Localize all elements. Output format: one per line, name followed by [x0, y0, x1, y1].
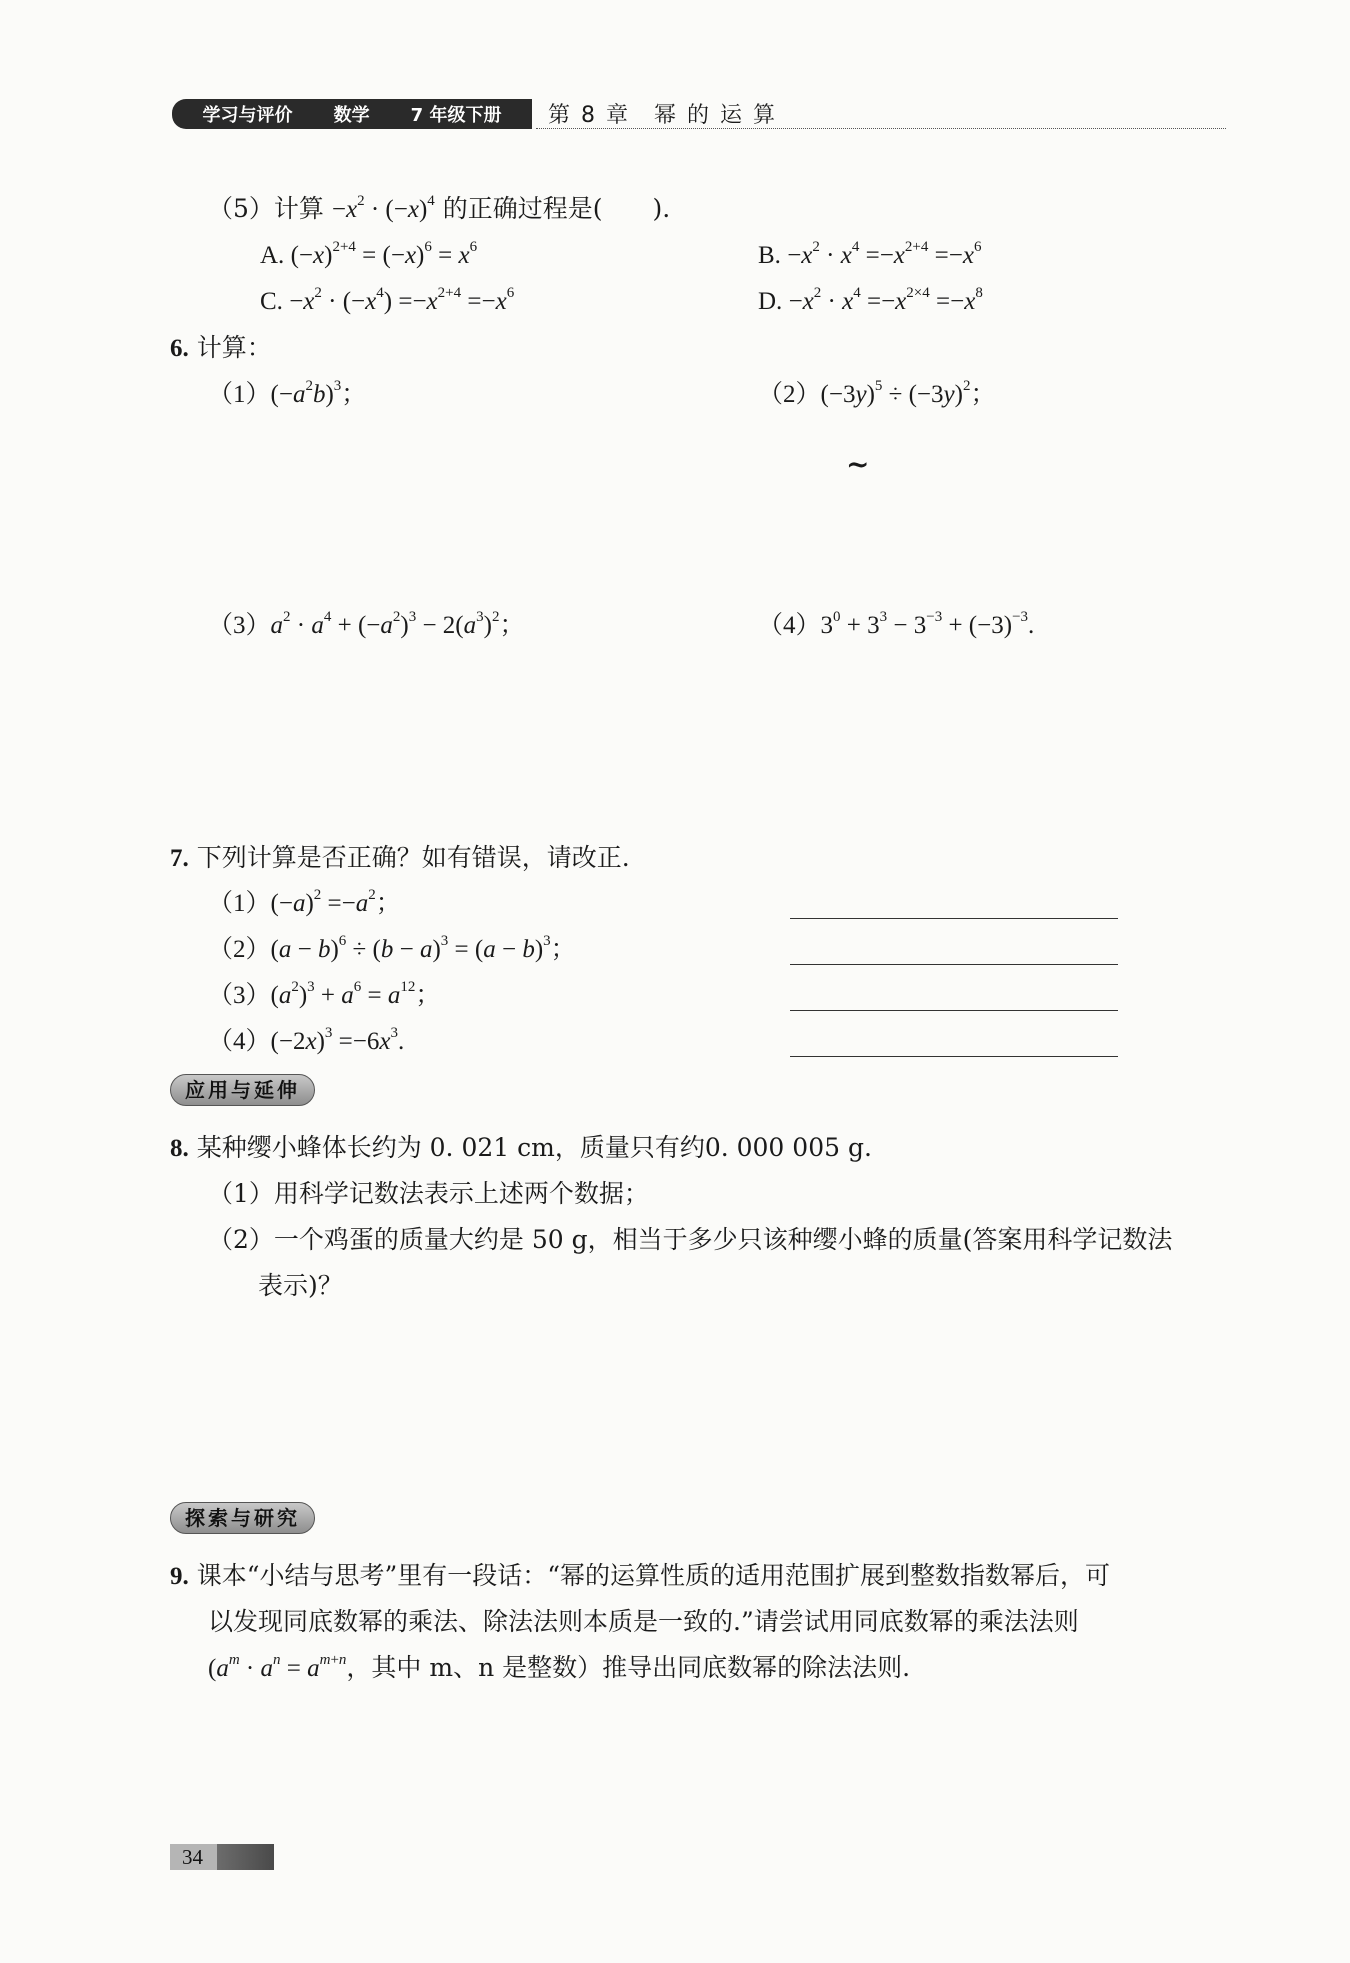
book-subject: 数学	[333, 105, 370, 126]
q5-expression: $-x^2 \cdot (-x)^4$	[331, 193, 435, 223]
q7-answer-line-4[interactable]	[790, 1056, 1118, 1057]
q6-part-2: $(2)(-3y)^5 \div (-3y)^2$；	[758, 378, 996, 408]
q7-part-1: $(1)(-a)^2 =-a^2$；	[208, 887, 401, 917]
book-title-tag	[172, 99, 532, 129]
q5-option-c: C. $-x^2 \cdot (-x^4) =-x^{2+4} =-x^6$	[260, 285, 515, 315]
q6-heading: 6. 计算：	[170, 333, 272, 362]
q6-part-4: $(4)3^0 + 3^3 - 3^{-3} + (-3)^{-3}$.	[758, 609, 1035, 639]
q9-line-2: 以发现同底数幂的乘法、除法法则本质是一致的.”请尝试用同底数幂的乘法法则	[208, 1607, 1079, 1636]
q7-part-4: $(4)(-2x)^3 =-6x^3$.	[208, 1025, 405, 1055]
book-grade: 7 年级下册	[410, 105, 502, 126]
chapter-title: 第 8 章 幂 的 运 算	[548, 103, 777, 128]
q5-option-b: B. $-x^2 \cdot x^4 =-x^{2+4} =-x^6$	[758, 239, 982, 269]
q7-answer-line-1[interactable]	[790, 918, 1118, 919]
q7-heading: 7. 下列计算是否正确？如有错误，请改正.	[170, 843, 630, 872]
q7-answer-line-2[interactable]	[790, 964, 1118, 965]
q8-part-2-line-2: 表示)？	[258, 1271, 343, 1300]
q7-part-2: $(2)(a - b)^6 \div (b - a)^3 = (a - b)^3$；	[208, 933, 576, 963]
section-badge-apply: 应用与延伸	[170, 1074, 315, 1106]
q6-part-3: $(3)a^2 \cdot a^4 + (-a^2)^3 - 2(a^3)^2$；	[208, 609, 525, 639]
section-badge-explore: 探索与研究	[170, 1502, 315, 1534]
q8-stem: 8. 某种缨小蜂体长约为 0. 021 cm，质量只有约0. 000 005 g.	[170, 1133, 872, 1162]
q5-option-d: D. $-x^2 \cdot x^4 =-x^{2\times 4} =-x^8$	[758, 285, 983, 315]
header-divider	[536, 128, 1226, 129]
page-number: 34	[182, 1845, 203, 1869]
q5-option-a: A. $(-x)^{2+4} = (-x)^6 = x^6$	[260, 239, 478, 269]
q7-answer-line-3[interactable]	[790, 1010, 1118, 1011]
book-series: 学习与评价	[202, 105, 293, 126]
q8-part-2-line-1: （2）一个鸡蛋的质量大约是 50 g，相当于多少只该种缨小蜂的质量(答案用科学记数法	[208, 1225, 1173, 1254]
q8-part-1: （1）用科学记数法表示上述两个数据；	[208, 1179, 649, 1208]
q5-stem: （5）计算 $-x^2 \cdot (-x)^4$ 的正确过程是( ).	[208, 193, 671, 223]
q6-part-1: $(1)(-a^2b)^3$；	[208, 378, 367, 408]
q9-line-3: ($a^m \cdot a^n = a^{m+n}$，其中 m、n 是整数）推导出同底数幂的除法法则.	[208, 1652, 911, 1682]
q9-line-1: 9. 课本“小结与思考”里有一段话：“幂的运算性质的适用范围扩展到整数指数幂后，可	[170, 1561, 1111, 1590]
q7-part-3: $(3)(a^2)^3 + a^6 = a^{12}$；	[208, 979, 441, 1009]
stray-mark: ~	[846, 448, 870, 481]
